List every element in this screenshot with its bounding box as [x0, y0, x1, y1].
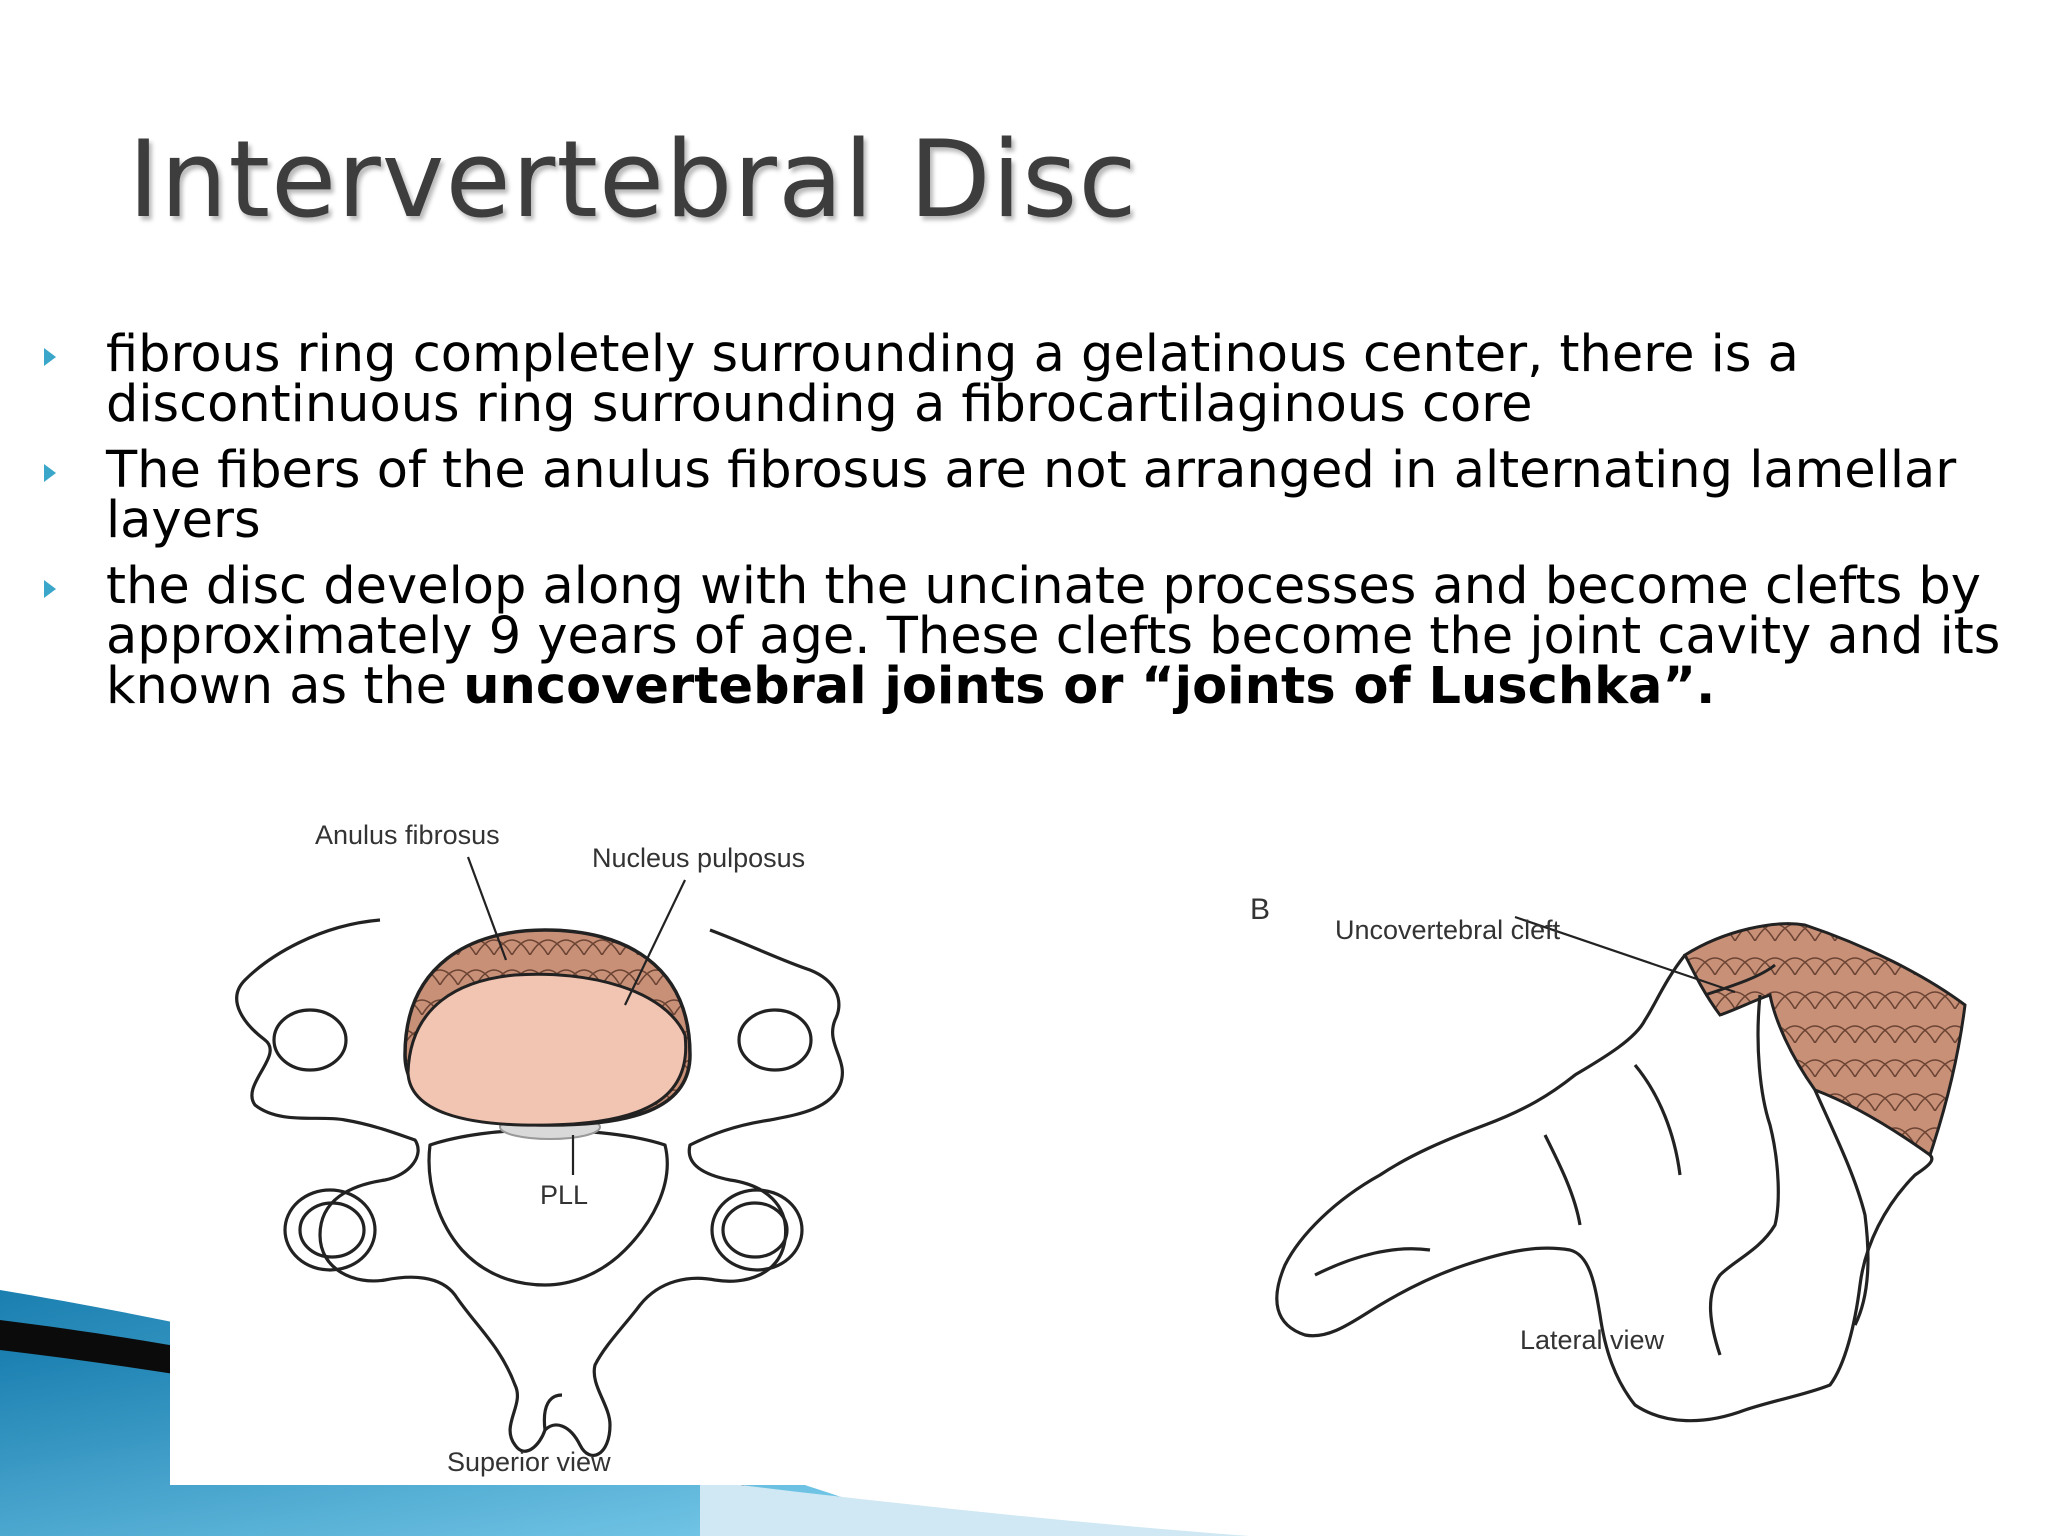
label-uncovertebral-cleft: Uncovertebral cleft: [1335, 915, 1561, 945]
figure-caption-lateral: Lateral view: [1520, 1325, 1665, 1355]
figure-lateral-view: [1215, 805, 2048, 1485]
label-pll: PLL: [540, 1180, 589, 1210]
figure-superior-view: [170, 805, 905, 1485]
bullet-item: [40, 441, 2040, 550]
bullet-text: fibrous ring completely surrounding a gelatinous center, there is a discontinuous ring surrounding a fibrocartilaginous core: [106, 325, 1799, 434]
bullet-item: [40, 557, 2040, 716]
figure-caption-superior: Superior view: [447, 1447, 611, 1477]
triangle-right-icon: [44, 348, 56, 366]
slide-title: Intervertebral Disc: [128, 118, 1138, 241]
label-nucleus-pulposus: Nucleus pulposus: [592, 843, 806, 873]
vertebra-lateral-drawing: [1215, 805, 2048, 1485]
label-anulus-fibrosus: Anulus fibrosus: [315, 820, 500, 850]
bullet-text: the disc develop along with the uncinate processes and become clefts by approximately 9 years of age. These clefts become the joint cavity and its known as the: [106, 557, 2001, 716]
triangle-right-icon: [44, 464, 56, 482]
vertebra-superior-drawing: [170, 805, 905, 1485]
bullet-item: [40, 325, 2040, 434]
bullet-list: [40, 325, 2040, 728]
bullet-emphasis: uncovertebral joints or “joints of Luschka”.: [463, 657, 1716, 716]
bullet-text: The fibers of the anulus fibrosus are not arranged in alternating lamellar layers: [106, 441, 1957, 550]
triangle-right-icon: [44, 580, 56, 598]
label-panel-b: B: [1250, 893, 1271, 926]
